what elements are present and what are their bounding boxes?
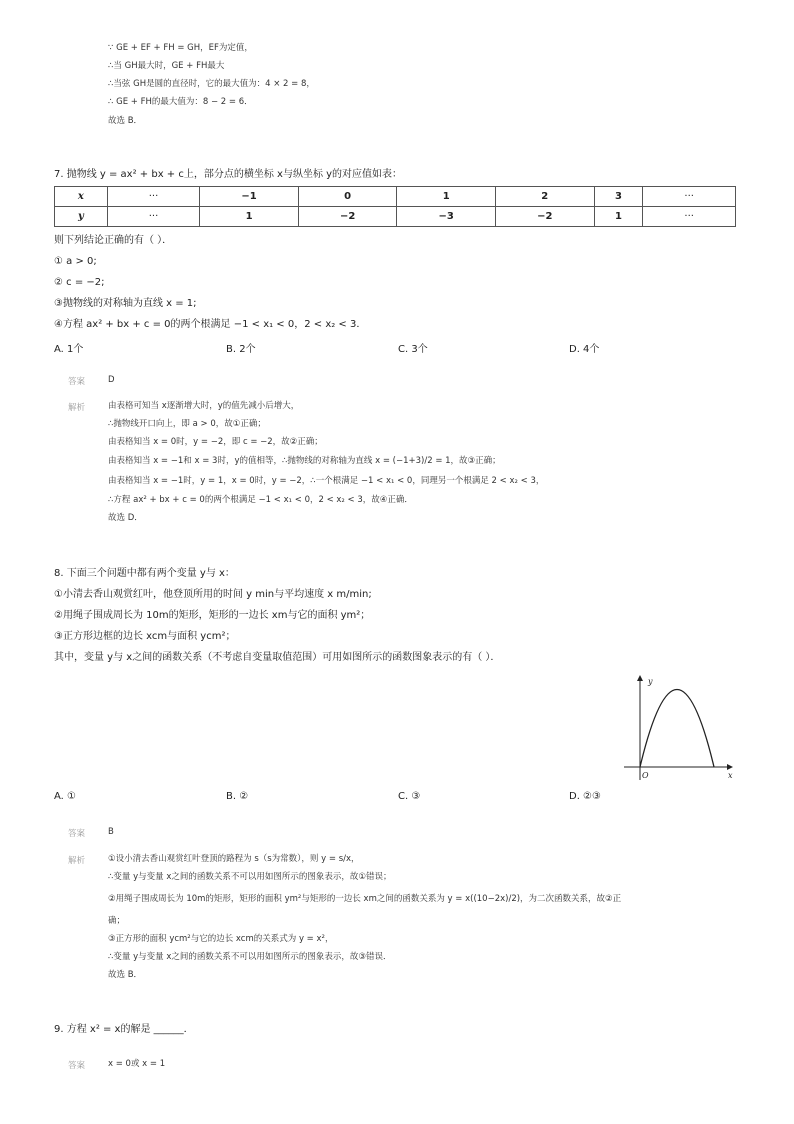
- q7-answer: D: [108, 375, 115, 385]
- q7-option-c[interactable]: C. 3个: [398, 344, 428, 355]
- top-solution-line-1: ∵ GE + EF + FH = GH，EF为定值，: [108, 43, 253, 53]
- q7-statement-2: ② c = −2;: [54, 277, 105, 288]
- q7-value-table: [54, 186, 736, 227]
- table-row-y: [55, 207, 736, 227]
- q7-analysis-line-1: 由表格可知当 x逐渐增大时，y的值先减小后增大，: [108, 401, 300, 411]
- q7-statement-3: ③抛物线的对称轴为直线 x = 1;: [54, 298, 197, 309]
- q7-statement-1: ① a > 0;: [54, 256, 97, 267]
- q7-answer-label: 答案: [68, 377, 86, 387]
- graph-origin-label: O: [642, 771, 649, 780]
- top-solution-line-3: ∴当弦 GH是圆的直径时，它的最大值为：4 × 2 = 8，: [108, 79, 315, 89]
- q8-option-d[interactable]: D. ②③: [569, 791, 601, 802]
- table-cell: −1: [200, 187, 299, 207]
- table-cell: −3: [397, 207, 496, 227]
- q8-analysis-line-5: ③正方形的面积 ycm²与它的边长 xcm的关系式为 y = x²，: [108, 934, 334, 944]
- q8-analysis-line-3: ②用绳子围成周长为 10m的矩形，矩形的面积 ym²与矩形的一边长 xm之间的函数关系为 y = x((10−2x)/2)，为二次函数关系，故②正: [108, 894, 622, 904]
- table-cell: ···: [107, 207, 200, 227]
- q7-analysis-line-7: 故选 D．: [108, 513, 143, 523]
- top-solution-line-4: ∴ GE + FH的最大值为：8 − 2 = 6．: [108, 97, 253, 107]
- q7-analysis-line-2: ∴抛物线开口向上，即 a > 0，故①正确；: [108, 419, 266, 429]
- q7-analysis-line-6: ∴方程 ax² + bx + c = 0的两个根满足 −1 < x₁ < 0，2 < x₂ < 3，故④正确．: [108, 495, 413, 505]
- table-cell: 0: [298, 187, 397, 207]
- table-cell: ···: [643, 187, 736, 207]
- graph-x-label: x: [728, 771, 733, 780]
- table-header-x: x: [55, 187, 108, 207]
- table-cell: 1: [397, 187, 496, 207]
- q9-answer-label: 答案: [68, 1061, 86, 1071]
- q8-analysis-label: 解析: [68, 856, 86, 866]
- table-row-x: [55, 187, 736, 207]
- q7-analysis-line-5: 由表格知当 x = −1时，y = 1，x = 0时，y = −2，∴一个根满足 −1 < x₁ < 0，同理另一个根满足 2 < x₂ < 3，: [108, 476, 545, 486]
- q9-stem: 9. 方程 x² = x的解是 ______．: [54, 1024, 194, 1035]
- q8-item-2: ②用绳子围成周长为 10m的矩形，矩形的一边长 xm与它的面积 ym²；: [54, 610, 371, 621]
- top-solution-line-5: 故选 B．: [108, 116, 143, 126]
- q8-analysis-line-1: ①设小清去香山观赏红叶登顶的路程为 s（s为常数），则 y = s/x，: [108, 854, 360, 864]
- q8-function-graph: [620, 672, 740, 784]
- q7-stem: 7. 抛物线 y = ax² + bx + c上，部分点的横坐标 x与纵坐标 y的对应值如表：: [54, 169, 403, 180]
- q8-stem: 8. 下面三个问题中都有两个变量 y与 x：: [54, 568, 235, 579]
- table-cell: 1: [594, 207, 643, 227]
- q7-analysis-line-4: 由表格知当 x = −1和 x = 3时，y的值相等，∴抛物线的对称轴为直线 x = (−1+3)/2 = 1，故③正确；: [108, 456, 501, 466]
- q8-analysis-line-2: ∴变量 y与变量 x之间的函数关系不可以用如图所示的图象表示，故①错误；: [108, 872, 392, 882]
- q8-item-3: ③正方形边框的边长 xcm与面积 ycm²；: [54, 631, 236, 642]
- q8-answer: B: [108, 827, 114, 837]
- table-cell: 3: [594, 187, 643, 207]
- table-cell: ···: [107, 187, 200, 207]
- q8-option-c[interactable]: C. ③: [398, 791, 421, 802]
- q7-option-a[interactable]: A. 1个: [54, 344, 84, 355]
- q8-option-b[interactable]: B. ②: [226, 791, 249, 802]
- table-cell: 2: [496, 187, 595, 207]
- q9-answer: x = 0或 x = 1: [108, 1059, 166, 1069]
- q7-statement-4: ④方程 ax² + bx + c = 0的两个根满足 −1 < x₁ < 0，2 < x₂ < 3．: [54, 319, 367, 330]
- q7-option-d[interactable]: D. 4个: [569, 344, 600, 355]
- q8-answer-label: 答案: [68, 829, 86, 839]
- graph-y-label: y: [648, 677, 653, 686]
- table-cell: ···: [643, 207, 736, 227]
- table-header-y: y: [55, 207, 108, 227]
- q7-analysis-label: 解析: [68, 403, 86, 413]
- q7-analysis-line-3: 由表格知当 x = 0时，y = −2，即 c = −2，故②正确；: [108, 437, 323, 447]
- parabola-curve: [640, 690, 714, 768]
- q8-analysis-line-6: ∴变量 y与变量 x之间的函数关系不可以用如图所示的图象表示，故③错误．: [108, 952, 392, 962]
- q8-analysis-line-4: 确；: [108, 916, 126, 926]
- q7-prompt: 则下列结论正确的有（ ）．: [54, 235, 173, 246]
- q8-prompt: 其中，变量 y与 x之间的函数关系（不考虑自变量取值范围）可用如图所示的函数图象表示的有（ ）．: [54, 652, 501, 663]
- q8-option-a[interactable]: A. ①: [54, 791, 76, 802]
- q8-analysis-line-7: 故选 B．: [108, 970, 143, 980]
- table-cell: 1: [200, 207, 299, 227]
- q8-item-1: ①小清去香山观赏红叶，他登顶所用的时间 y min与平均速度 x m/min;: [54, 589, 372, 600]
- table-cell: −2: [298, 207, 397, 227]
- top-solution-line-2: ∴当 GH最大时，GE + FH最大: [108, 61, 225, 71]
- q7-option-b[interactable]: B. 2个: [226, 344, 256, 355]
- table-cell: −2: [496, 207, 595, 227]
